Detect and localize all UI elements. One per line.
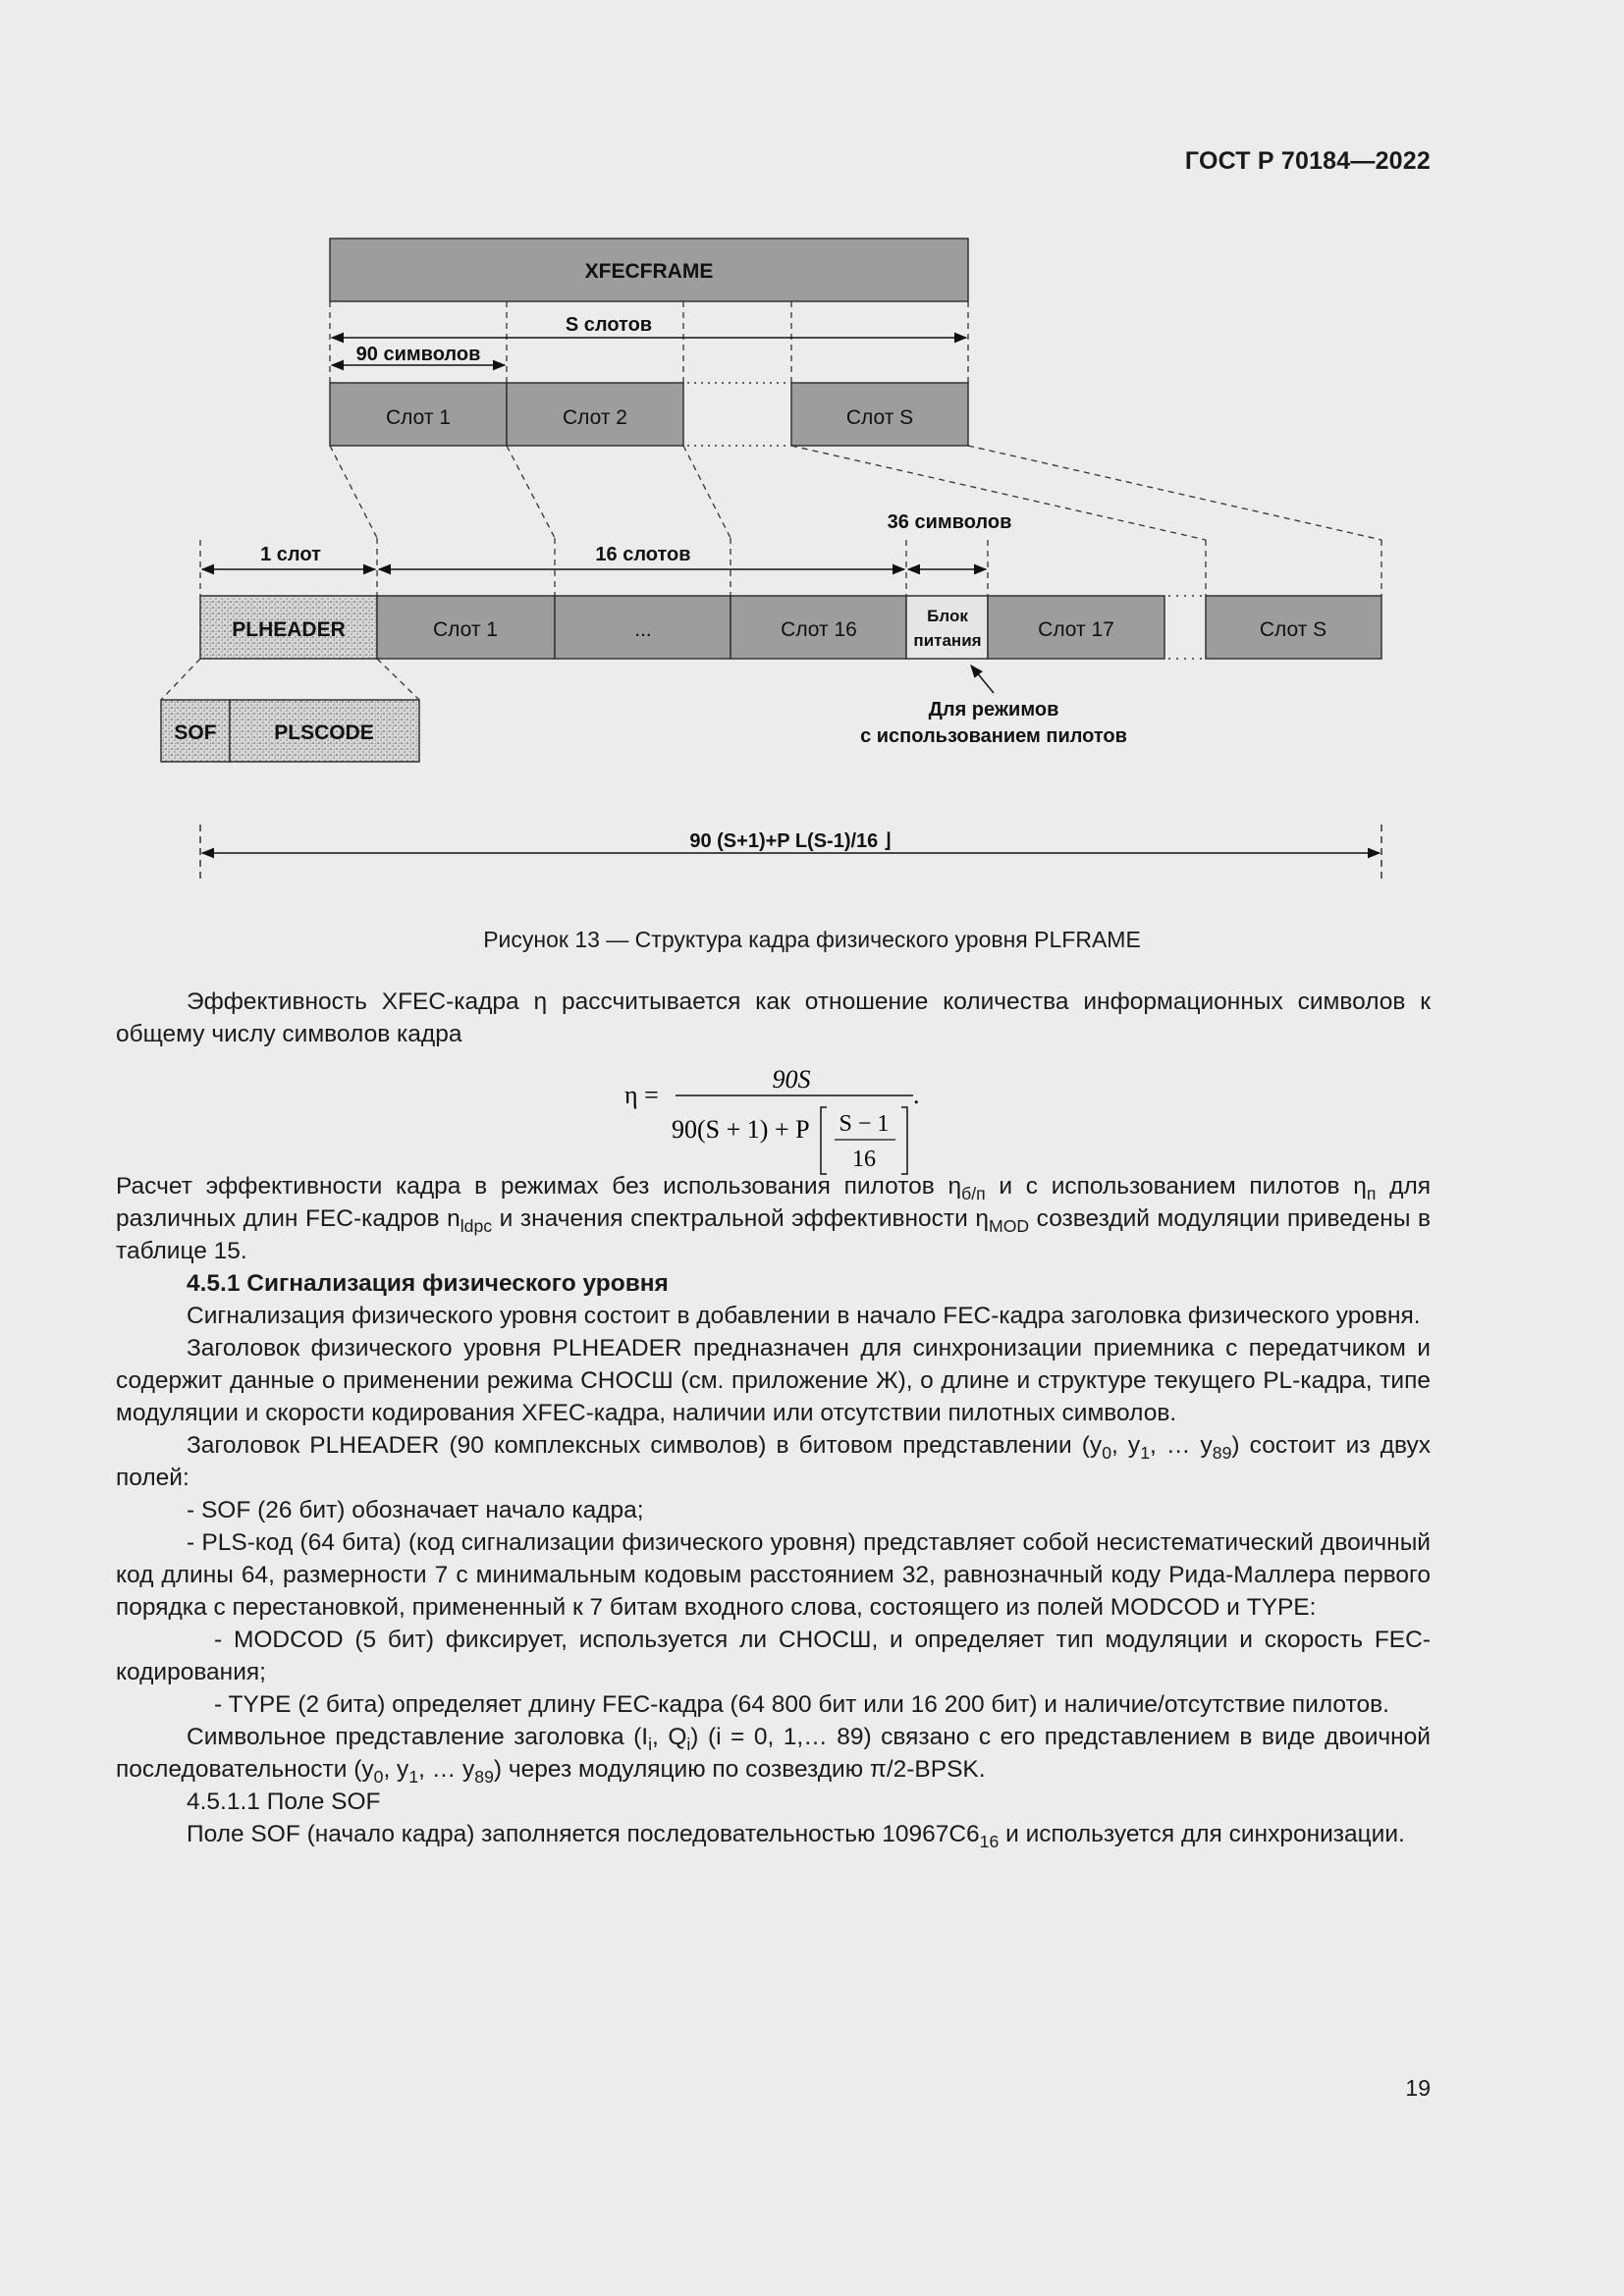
- xfecframe-label: XFECFRAME: [584, 260, 714, 283]
- frame-slot-16-label: Слот 16: [781, 618, 857, 641]
- figure-caption: Рисунок 13 — Структура кадра физического уровня PLFRAME: [483, 927, 1141, 952]
- pilot-note-pointer: [971, 666, 994, 693]
- paragraph-sof-field: Поле SOF (начало кадра) заполняется последовательностью $10967C6_{16}$ и используется для синхронизации.: [187, 1821, 1405, 1851]
- formula-inner-numerator: S − 1: [839, 1111, 890, 1137]
- frame-slot-s-label: Слот S: [1259, 618, 1327, 641]
- frame-slot-ellipsis-label: ...: [634, 618, 652, 641]
- formula-eta: η =: [624, 1081, 659, 1109]
- pilot-note-line-1: Для режимов: [928, 699, 1059, 721]
- section-heading: 4.5.1 Сигнализация физического уровня: [187, 1270, 669, 1297]
- top-slot-1-label: Слот 1: [385, 406, 452, 429]
- page-number: 19: [1405, 2075, 1431, 2101]
- s-slots-label: S слотов: [565, 314, 653, 336]
- frame-slot-17-label: Слот 17: [1038, 618, 1114, 641]
- paragraph-plheader-bits: Заголовок PLHEADER (90 комплексных символов) в битовом представлении ($y_0$, $y_1$, … $y_{89}$) состоит из двух полей:: [116, 1432, 1431, 1491]
- body-text: [116, 986, 1431, 1850]
- plscode-label: PLSCODE: [274, 721, 374, 744]
- formula-inner-denominator: 16: [852, 1147, 876, 1172]
- standard-header: ГОСТ Р 70184—2022: [1184, 147, 1431, 175]
- paragraph-signaling: Сигнализация физического уровня состоит в добавлении в начало FEC-кадра заголовка физического уровня.: [187, 1303, 1421, 1329]
- plheader-label: PLHEADER: [232, 618, 346, 641]
- total-length-label: 90 (S+1)+P L(S-1)/16 ⌋: [689, 830, 892, 852]
- paragraph-plheader: Заголовок физического уровня PLHEADER предназначен для синхронизации приемника с передатчиком и содержит данные о применении режима СНОСШ (см. приложение Ж), о длине и структуре текущего PL-кадра, типе модуляции и скорости кодирования XFEC-кадра, наличии или отсутствии пилотных символов.: [116, 1335, 1431, 1426]
- top-slot-2-label: Слот 2: [562, 406, 628, 429]
- list-item-type: - TYPE (2 бита) определяет длину FEC-кадра (64 800 бит или 16 200 бит) и наличие/отсутствие пилотов.: [214, 1691, 1389, 1718]
- paragraph-efficiency: Эффективность XFEC-кадра η рассчитывается как отношение количества информационных символов к общему числу символов кадра: [116, 988, 1431, 1047]
- paragraph-efficiency-calc: Расчет эффективности кадра в режимах без использования пилотов $\eta_{б/п}$ и с использованием пилотов $\eta_п$ для различных длин FEC-кадров $n_{ldpc}$ и значения спектральной эффективности $\eta_{MOD}$ созвездий модуляции приведены в таблице 15.: [116, 1173, 1432, 1264]
- formula-denominator-prefix: 90(S + 1) + P: [672, 1115, 810, 1144]
- sixteen-slots-label: 16 слотов: [595, 544, 691, 565]
- formula-period: .: [913, 1081, 920, 1109]
- formula-numerator: 90S: [772, 1068, 811, 1094]
- paragraph-symbol-representation: Символьное представление заголовка ($I_i$, $Q_i$) (i = 0, 1,… 89) связано с его представлением в виде двоичной последовательности ($y_0$, $y_1$, … $y_{89}$) через модуляцию по созвездию π/2-BPSK.: [116, 1724, 1431, 1787]
- list-item-modcod: - MODCOD (5 бит) фиксирует, используется ли СНОСШ, и определяет тип модуляции и скорость FEC-кодирования;: [116, 1627, 1431, 1685]
- sof-label: SOF: [174, 721, 217, 744]
- list-item-pls: - PLS-код (64 бита) (код сигнализации физического уровня) представляет собой несистематический двоичный код длины 64, размерности 7 с минимальным кодовым расстоянием 32, равнозначный коду Рида-Маллера первого порядка с перестановкой, примененный к 7 битам входного слова, состоящего из полей MODCOD и TYPE:: [116, 1529, 1431, 1621]
- top-slot-s-label: Слот S: [845, 406, 914, 429]
- list-item-sof: - SOF (26 бит) обозначает начало кадра;: [187, 1497, 644, 1523]
- frame-slot-1-label: Слот 1: [432, 618, 499, 641]
- pilot-block-label-2: питания: [913, 631, 982, 650]
- ninety-symbols-label: 90 символов: [355, 344, 481, 365]
- one-slot-label: 1 слот: [260, 544, 321, 565]
- plframe-structure-figure: [0, 0, 1624, 923]
- pilot-note-line-2: с использованием пилотов: [860, 725, 1127, 747]
- pilot-block-label-1: Блок: [927, 607, 968, 625]
- thirtysix-symbols-label: 36 символов: [887, 511, 1012, 533]
- subsection-heading-sof: 4.5.1.1 Поле SOF: [187, 1789, 381, 1815]
